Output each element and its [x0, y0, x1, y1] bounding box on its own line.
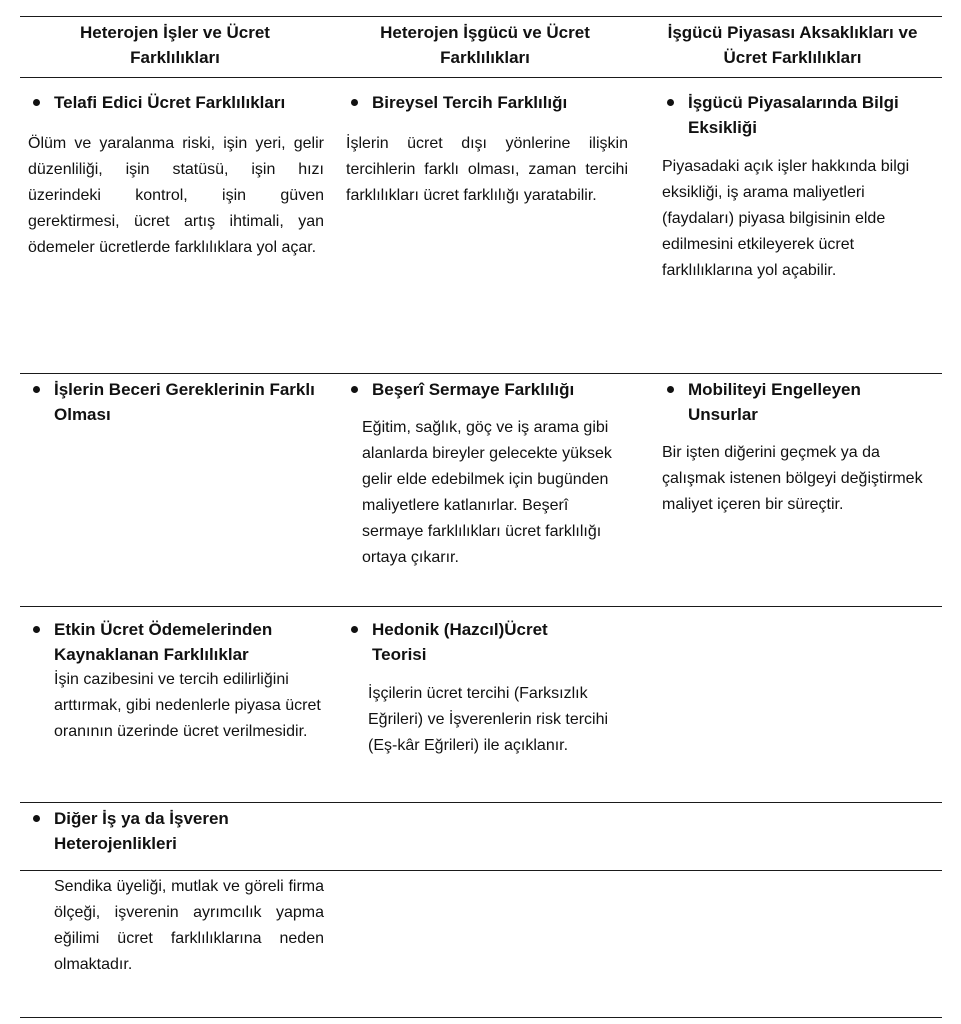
rule-row-2: [20, 606, 942, 607]
bullet-icon: [28, 806, 54, 856]
bullet-icon: [346, 617, 372, 667]
item-title: Etkin Ücret Ödemelerinden Kaynaklanan Farklılıklar: [54, 620, 273, 664]
cell-r2-c1: [28, 377, 324, 427]
item-title: Diğer İş ya da İşveren Heterojenlikleri: [54, 809, 229, 853]
bullet-icon: [346, 377, 372, 402]
item-text: Ölüm ve yaralanma riski, işin yeri, gelir düzenliliği, işin statüsü, işin hızı üzerindeki kontrol, işin güven gerektirmesi, ücret artış ihtimali, yan ödemeler ücretlerde farklılıklara yol açar.: [28, 135, 324, 256]
cell-r3-c1: [28, 617, 324, 745]
item-heading: [662, 90, 924, 140]
item-text: Sendika üyeliği, mutlak ve göreli firma ölçeği, işverenin ayrımcılık yapma eğilimi ücret farklılıklarına neden olmaktadır.: [54, 878, 324, 973]
bullet-icon: [28, 377, 54, 427]
rule-row-4: [20, 870, 942, 871]
column-header-2: Heterojen İşgücü ve Ücret Farklılıkları: [380, 23, 590, 67]
cell-r1-c2: [346, 90, 628, 209]
rule-bottom: [20, 1017, 942, 1018]
cell-r4-c1: [28, 806, 324, 856]
item-title: İşgücü Piyasalarında Bilgi Eksikliği: [688, 93, 899, 137]
column-header-3: İşgücü Piyasası Aksaklıkları ve Ücret Farklılıkları: [667, 23, 918, 67]
item-heading: [662, 377, 924, 427]
cell-r1-c1: [28, 90, 324, 261]
bullet-icon: [28, 617, 54, 667]
item-text: Eğitim, sağlık, göç ve iş arama gibi alanlarda bireyler gelecekte yüksek gelir elde edebilmek için bugünden maliyetlere katlanırlar. Beşerî sermaye farklılıkları ücret farklılığı ortaya çıkarır.: [362, 419, 612, 566]
item-heading: [346, 90, 628, 115]
item-heading: [28, 617, 324, 667]
item-text: İşin cazibesini ve tercih edilirliğini arttırmak, gibi nedenlerle piyasa ücret oranının üzerinde ücret verilmesidir.: [54, 671, 321, 740]
bullet-icon: [662, 377, 688, 427]
rule-header: [20, 77, 942, 78]
item-title: Bireysel Tercih Farklılığı: [372, 93, 568, 112]
bullet-icon: [662, 90, 688, 140]
cell-r1-c3: [662, 90, 924, 284]
column-header-1: Heterojen İşler ve Ücret Farklılıkları: [80, 23, 270, 67]
item-title: Beşerî Sermaye Farklılığı: [372, 380, 575, 399]
rule-row-3: [20, 802, 942, 803]
cell-r4-c1-text: [28, 874, 324, 978]
item-title: İşlerin Beceri Gereklerinin Farklı Olması: [54, 380, 315, 424]
item-heading: [28, 90, 324, 115]
item-heading: [28, 377, 324, 427]
item-heading: [346, 617, 628, 667]
cell-r2-c2: [346, 377, 628, 571]
rule-row-1: [20, 373, 942, 374]
item-text: İşlerin ücret dışı yönlerine ilişkin tercihlerin farklı olması, zaman tercihi farklılıkları ücret farklılığı yaratabilir.: [346, 135, 628, 204]
cell-r2-c3: [662, 377, 924, 518]
bullet-icon: [346, 90, 372, 115]
cell-r3-c2: [346, 617, 628, 759]
item-title: Hedonik (Hazcıl)Ücret Teorisi: [372, 620, 548, 664]
item-text: Piyasadaki açık işler hakkında bilgi eksikliği, iş arama maliyetleri (faydaları) piyasa bilgisinin elde edilmesini etkileyerek ücret farklılıklarına yol açabilir.: [662, 158, 910, 279]
item-heading: [346, 377, 628, 402]
rule-top: [20, 16, 942, 17]
bullet-icon: [28, 90, 54, 115]
item-text: İşçilerin ücret tercihi (Farksızlık Eğrileri) ve İşverenlerin risk tercihi (Eş-kâr Eğrileri) ile açıklanır.: [368, 685, 609, 754]
item-text: Bir işten diğerini geçmek ya da çalışmak istenen bölgeyi değiştirmek maliyet içeren bir süreçtir.: [662, 444, 923, 513]
item-title: Mobiliteyi Engelleyen Unsurlar: [688, 380, 861, 424]
item-heading: [28, 806, 324, 856]
item-title: Telafi Edici Ücret Farklılıkları: [54, 93, 286, 112]
